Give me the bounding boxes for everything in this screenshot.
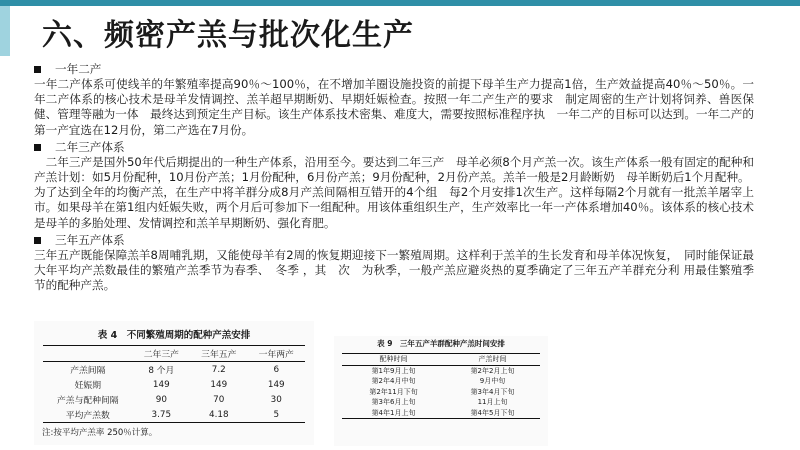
- section-paragraph: 二年三产是国外50年代后期提出的一种生产体系，沿用至今。要达到二年三产 母羊必须8个月产羔一次。该生产体系一般有固定的配种和产羔计划：如5月份配种，10月份产羔；1月份配种，6月份产羔；9月份配种，2月份产羔。羔羊一般是2月龄断奶 母羊断奶后1个月配种。: [34, 154, 754, 185]
- table-row: [342, 408, 540, 419]
- section-paragraph: 一年二产体系可使线羊的年繁殖率提高90％～100％，在不增加羊圈设施投资的前提下母羊生产力提高1倍，生产效益提高40％～50％。一年二产体系的核心技术是母羊发情调控、羔羊超早期断奶、早期妊娠检查。按照一年二产生产的要求 制定周密的生产计划将饲养、兽医保健、管理等融为一体 最终达到预定生产目标。该生产体系技术密集、难度大，需要按照标准程序执 一年二产的目标可以达到。一年二产的第一产宜选在12月份，第二产选在7月份。: [34, 77, 754, 137]
- table-cell: 30: [270, 394, 282, 405]
- square-bullet-icon: [34, 237, 41, 244]
- section-heading: [34, 62, 754, 77]
- section-heading-label: 二年三产体系: [55, 139, 125, 154]
- table-cell: 妊娠期: [74, 381, 101, 391]
- table-header-cell: [43, 346, 133, 362]
- table-cell: 第4年1月上旬: [342, 408, 445, 419]
- table-cell: 8 个月: [148, 366, 175, 376]
- table-cell: 第3年6月上旬: [371, 398, 416, 406]
- table-note: 注:按平均产羔率 250％计算。: [42, 428, 158, 438]
- page-title: 六、频密产羔与批次化生产: [42, 18, 414, 53]
- table-row: [43, 392, 305, 407]
- table-cell: 9月中旬: [479, 377, 506, 385]
- table-cell: 产羔与配种间隔: [57, 396, 119, 406]
- table-cell: 149: [152, 379, 170, 390]
- section-heading: [34, 233, 754, 248]
- section-heading-label: 三年五产体系: [55, 232, 125, 247]
- table-cell: 4.18: [190, 407, 247, 423]
- title-accent-stripe: [0, 0, 800, 6]
- table-cell: 6: [273, 364, 280, 375]
- table-cell: 7.2: [211, 364, 226, 375]
- table-header-cell: 产羔时间: [445, 354, 540, 366]
- table-cell: 第2年2月上旬: [470, 366, 515, 375]
- table-header-cell: 一年两产: [248, 346, 306, 362]
- table-cell: 149: [210, 379, 228, 390]
- table-cell: 平均产羔数: [43, 407, 133, 423]
- table-cell: 第2年11月下旬: [369, 387, 418, 396]
- table-row: [43, 377, 305, 392]
- table-cell: 149: [267, 379, 285, 390]
- table-caption: 表 9 三年五产羊群配种产羔时间安排: [377, 339, 505, 348]
- table-cell: 70: [213, 394, 225, 405]
- body-content: [34, 62, 754, 293]
- table-cell: 第3年4月下旬: [470, 387, 515, 396]
- section-paragraph: 为了达到全年的均衡产羔，在生产中将羊群分成8月产羔间隔相互错开的4个组 每2个月安排1次生产。这样每隔2个月就有一批羔羊屠宰上市。如果母羊在第1组内妊娠失败，两个月后可参加下一组配种。用该体重组织生产，生产效率比一年一产体系增加40％。该体系的核心技术是母羊的多胎处理、发情调控和羔羊早期断奶、强化育肥。: [34, 185, 754, 230]
- table-caption: 表 4 不同繁殖周期的配种产羔安排: [97, 330, 251, 341]
- table-header-cell: 三年五产: [190, 346, 247, 362]
- table-cell: 90: [155, 394, 167, 405]
- title-side-accent: [0, 6, 10, 56]
- table-row: [342, 376, 540, 387]
- square-bullet-icon: [34, 66, 41, 73]
- table-cell: 产羔间隔: [70, 366, 106, 376]
- table-row: [342, 397, 540, 408]
- table-row: [43, 362, 305, 378]
- section-paragraph: 三年五产既能保障羔羊8周哺乳期，又能使母羊有2周的恢复期迎接下一繁殖周期。这样利于羔羊的生长发育和母羊体况恢复， 同时能保证最大年平均产羔数最佳的繁殖产羔季节为春季、 冬季 ，其 次 为秋季，一般产羔应避炎热的夏季确定了三年五产羊群充分利 用最佳繁殖季节的配种产羔。: [34, 247, 754, 293]
- table-row: [342, 387, 540, 398]
- section-heading-label: 一年二产: [55, 61, 102, 76]
- table-row: [43, 407, 305, 423]
- title-bar: [0, 0, 800, 56]
- table-cell: 3.75: [133, 407, 190, 423]
- table-header-cell: 二年三产: [133, 346, 190, 362]
- five-in-three-schedule-table: [342, 353, 540, 419]
- square-bullet-icon: [34, 144, 41, 151]
- breeding-cycle-table: [43, 345, 305, 423]
- five-in-three-schedule-figure: [334, 336, 548, 446]
- table-header-cell: 配种时间: [342, 354, 445, 366]
- table-cell: 11月上旬: [477, 398, 508, 406]
- table-cell: 第1年9月上旬: [371, 366, 416, 375]
- table-cell: 5: [248, 407, 306, 423]
- breeding-cycle-table-figure: [34, 321, 314, 445]
- section-heading: [34, 140, 754, 155]
- table-cell: 第4年5月下旬: [445, 408, 540, 419]
- table-cell: 第2年4月中旬: [371, 377, 416, 385]
- table-row: [342, 365, 540, 376]
